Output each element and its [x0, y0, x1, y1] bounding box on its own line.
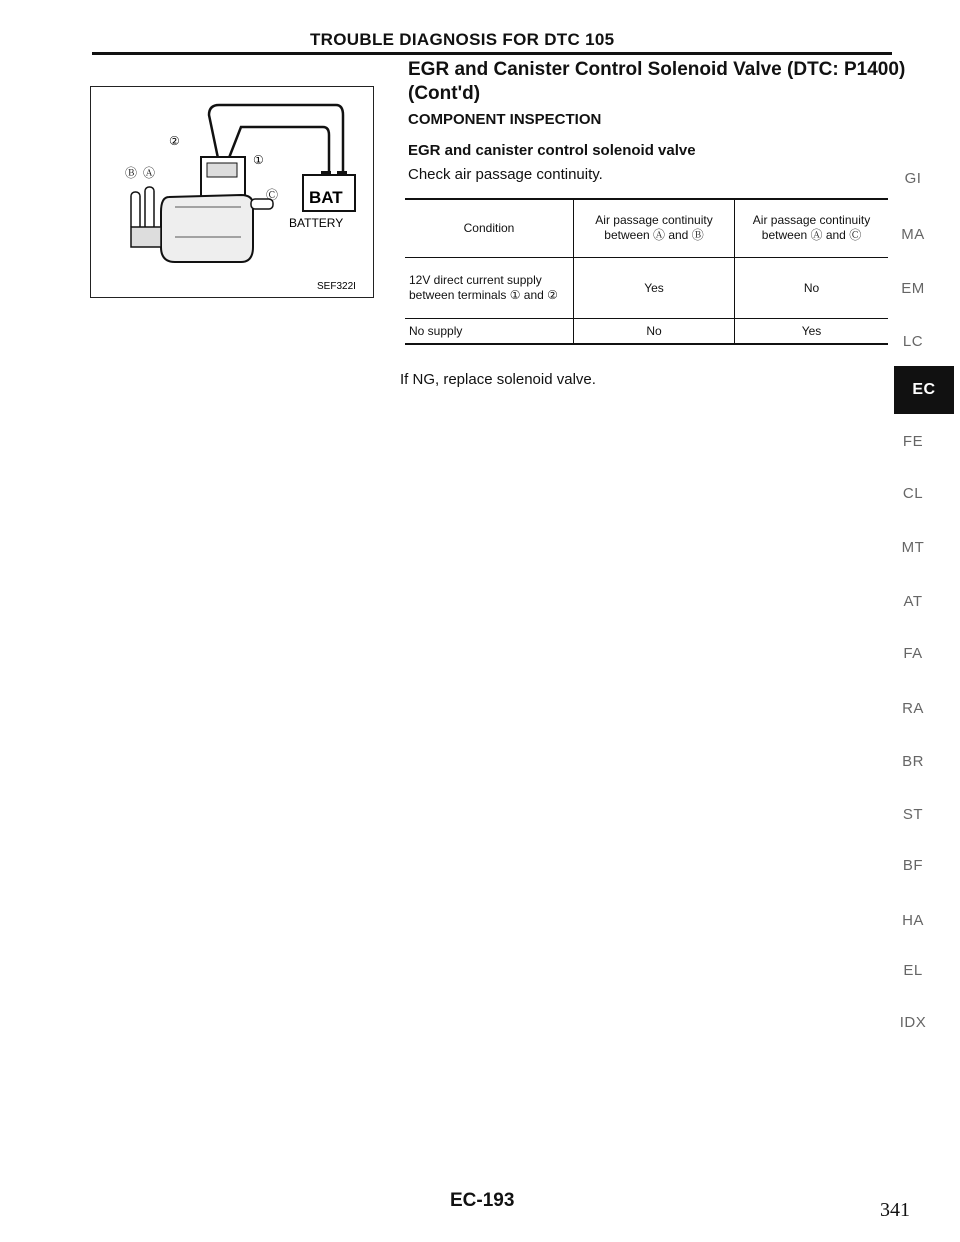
bat-label: BAT [309, 188, 343, 207]
page-header-title: TROUBLE DIAGNOSIS FOR DTC 105 [310, 30, 615, 49]
solenoid-battery-diagram [91, 87, 373, 297]
callout-2: ② [169, 134, 180, 148]
sidebar-tab-ha[interactable]: HA [902, 912, 924, 929]
battery-terminal-neg [321, 171, 331, 176]
section-title: EGR and Canister Control Solenoid Valve (DTC: P1400) (Cont'd) [408, 59, 906, 104]
sidebar-tab-fe[interactable]: FE [902, 433, 924, 450]
footer-section-code: EC-193 [450, 1190, 515, 1211]
header-rule [92, 52, 892, 55]
instruction-text: Check air passage continuity. [408, 166, 603, 183]
cell-continuity-a-b: No [574, 319, 735, 345]
continuity-table [405, 199, 888, 345]
callout-1: ① [253, 153, 264, 167]
connector-terminals [207, 163, 237, 177]
battery-terminal-pos [337, 171, 347, 176]
solenoid-valve-body [161, 195, 253, 262]
callout-b: Ⓑ [125, 166, 138, 180]
sidebar-tab-idx[interactable]: IDX [899, 1014, 927, 1031]
header-continuity-a-c: Air passage continuity between Ⓐ and Ⓒ [735, 199, 889, 258]
cell-condition: 12V direct current supply between terminals ① and ② [405, 258, 574, 319]
cell-continuity-a-b: Yes [574, 258, 735, 319]
sidebar-tab-st[interactable]: ST [902, 806, 924, 823]
port-base [131, 227, 161, 247]
cell-continuity-a-c: No [735, 258, 889, 319]
subtitle-component-inspection: COMPONENT INSPECTION [408, 111, 602, 128]
sidebar-tab-bf[interactable]: BF [902, 857, 924, 874]
table-header-row [405, 199, 888, 258]
sidebar-tab-mt[interactable]: MT [901, 539, 925, 556]
table-row [405, 258, 888, 319]
subtitle-solenoid-valve: EGR and canister control solenoid valve [408, 142, 696, 159]
callout-a: Ⓐ [143, 166, 156, 180]
port-a [145, 187, 154, 230]
solenoid-valve-figure [90, 86, 374, 298]
port-b [131, 192, 140, 230]
cell-condition: No supply [405, 319, 574, 345]
sidebar-tab-ra[interactable]: RA [902, 700, 924, 717]
cell-continuity-a-c: Yes [735, 319, 889, 345]
sidebar-tab-at[interactable]: AT [903, 593, 923, 610]
sidebar-tab-gi[interactable]: GI [904, 170, 922, 187]
sidebar-tab-el[interactable]: EL [903, 962, 923, 979]
sidebar-tab-ma[interactable]: MA [901, 226, 925, 243]
sidebar-tab-lc[interactable]: LC [902, 333, 924, 350]
battery-label: BATTERY [289, 216, 344, 230]
sidebar-tab-cl[interactable]: CL [902, 485, 924, 502]
header-condition: Condition [405, 199, 574, 258]
sidebar-tab-fa[interactable]: FA [903, 645, 923, 662]
sidebar-tab-em[interactable]: EM [901, 280, 925, 297]
result-text: If NG, replace solenoid valve. [400, 371, 596, 388]
page-number: 341 [880, 1199, 910, 1221]
sidebar-tab-br[interactable]: BR [902, 753, 924, 770]
callout-c: Ⓒ [266, 188, 279, 202]
table-row [405, 319, 888, 345]
sidebar-tab-ec[interactable]: EC [894, 366, 954, 414]
header-continuity-a-b: Air passage continuity between Ⓐ and Ⓑ [574, 199, 735, 258]
figure-code: SEF322I [317, 281, 356, 292]
